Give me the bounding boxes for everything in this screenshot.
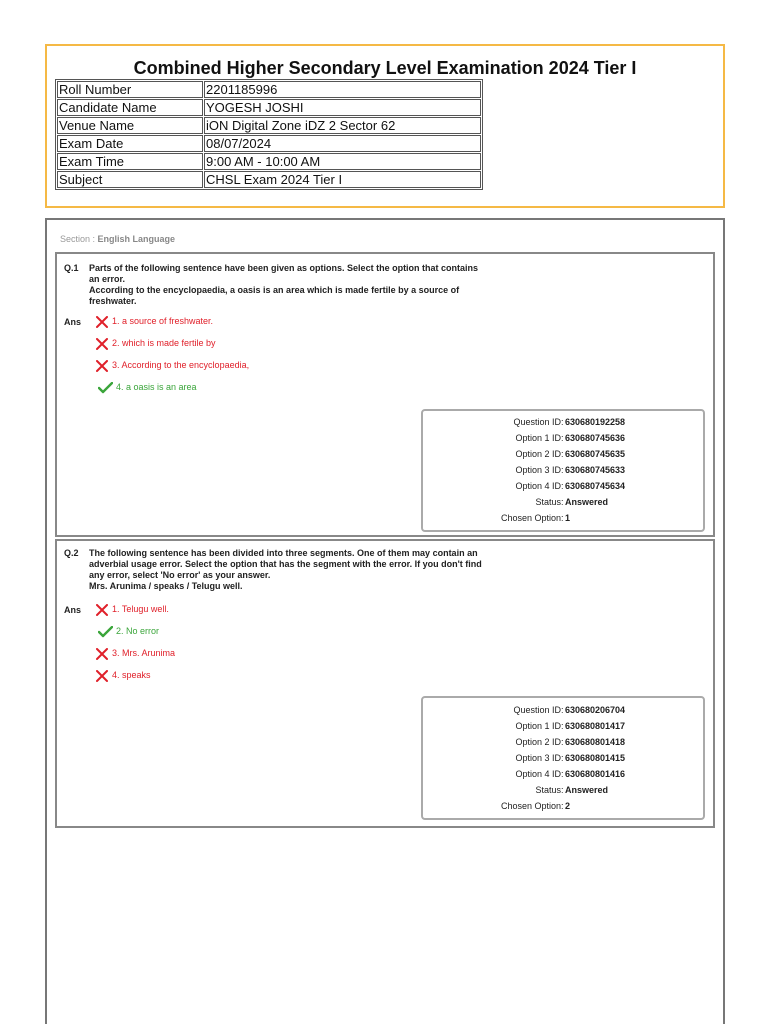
option-1 <box>96 315 213 328</box>
option-4 <box>98 381 197 394</box>
option-2 <box>96 337 216 350</box>
candidate-name-label: Candidate Name <box>57 99 203 116</box>
table-row <box>57 117 481 134</box>
exam-date-label: Exam Date <box>57 135 203 152</box>
option-2-id-label: Option 2 ID <box>515 449 561 459</box>
question-number: Q.2 <box>64 548 79 558</box>
question-panel-1 <box>55 252 715 537</box>
question-id-value: 630680192258 <box>565 417 626 427</box>
option-label: 4. speaks <box>112 670 151 680</box>
question-text-line: adverbial usage error. Select the option that has the segment with the error. If you don't find <box>89 559 482 569</box>
option-label: 3. Mrs. Arunima <box>112 648 176 658</box>
candidate-details-table <box>55 79 483 190</box>
chosen-option-label: Chosen Option <box>500 801 561 811</box>
status-label: Status <box>535 785 561 795</box>
option-2-id-value: 630680745635 <box>565 449 626 459</box>
answer-label: Ans <box>64 317 82 327</box>
question-id-value: 630680206704 <box>565 705 626 715</box>
question-text <box>89 548 529 592</box>
question-info-box: Question ID : 630680192258 Option 1 ID : 630680745636 Option 2 ID : 630680745635 Option 3 ID : 630680745633 Option 4 ID : 630680745634 Status : Answered Chosen Option : 1 <box>421 409 705 532</box>
answer-label: Ans <box>64 605 82 615</box>
option-3-id-value: 630680801415 <box>565 753 626 763</box>
option-2 <box>98 625 159 638</box>
question-text-line: Mrs. Arunima / speaks / Telugu well. <box>89 581 243 591</box>
section-label <box>60 234 175 244</box>
cross-icon <box>96 604 112 616</box>
candidate-name-value: YOGESH JOSHI <box>204 99 481 116</box>
exam-time-label: Exam Time <box>57 153 203 170</box>
option-label: 2. which is made fertile by <box>112 338 216 348</box>
option-label: 4. a oasis is an area <box>116 382 197 392</box>
question-text-line: According to the encyclopaedia, a oasis is an area which is made fertile by a source of <box>89 285 460 295</box>
table-row <box>57 135 481 152</box>
cross-icon <box>96 338 112 350</box>
check-icon <box>98 382 116 394</box>
option-1-id-label: Option 1 ID <box>515 433 561 443</box>
exam-time-value: 9:00 AM - 10:00 AM <box>204 153 481 170</box>
option-1-id-value: 630680801417 <box>565 721 626 731</box>
table-row <box>57 99 481 116</box>
venue-name-value: iON Digital Zone iDZ 2 Sector 62 <box>204 117 481 134</box>
option-1-id-value: 630680745636 <box>565 433 626 443</box>
check-icon <box>98 626 116 638</box>
question-info-box: Question ID : 630680206704 Option 1 ID : 630680801417 Option 2 ID : 630680801418 Option 3 ID : 630680801415 Option 4 ID : 630680801416 Status : Answered Chosen Option : 2 <box>421 696 705 820</box>
exam-title: Combined Higher Secondary Level Examination 2024 Tier I <box>133 58 637 78</box>
cross-icon <box>96 648 112 660</box>
subject-label: Subject <box>57 171 203 188</box>
option-4-id-value: 630680801416 <box>565 769 626 779</box>
roll-number-label: Roll Number <box>57 81 203 98</box>
question-text <box>89 263 529 307</box>
status-label: Status <box>535 497 561 507</box>
option-3 <box>96 359 249 372</box>
cross-icon <box>96 360 112 372</box>
subject-value: CHSL Exam 2024 Tier I <box>204 171 481 188</box>
option-2-id-label: Option 2 ID <box>515 737 561 747</box>
question-number: Q.1 <box>64 263 79 273</box>
option-4-id-label: Option 4 ID <box>515 769 561 779</box>
question-text-line: any error, select 'No error' as your answer. <box>89 570 271 580</box>
cross-icon <box>96 316 112 328</box>
table-row <box>57 81 481 98</box>
option-label: 3. According to the encyclopaedia, <box>112 360 250 370</box>
option-4-id-value: 630680745634 <box>565 481 626 491</box>
option-1 <box>96 603 169 616</box>
option-label: 2. No error <box>116 626 160 636</box>
question-text-line: an error. <box>89 274 126 284</box>
option-1-id-label: Option 1 ID <box>515 721 561 731</box>
option-3 <box>96 647 175 660</box>
question-id-label: Question ID <box>513 705 561 715</box>
question-panel-2 <box>55 539 715 828</box>
option-3-id-label: Option 3 ID <box>515 465 561 475</box>
option-3-id-label: Option 3 ID <box>515 753 561 763</box>
chosen-option-label: Chosen Option <box>500 513 561 523</box>
question-id-label: Question ID <box>513 417 561 427</box>
chosen-option-value: 2 <box>565 801 571 811</box>
exam-date-value: 08/07/2024 <box>204 135 481 152</box>
section-name: English Language <box>97 234 176 244</box>
table-row <box>57 171 481 188</box>
question-text-line: freshwater. <box>89 296 137 306</box>
table-row <box>57 153 481 170</box>
option-3-id-value: 630680745633 <box>565 465 626 475</box>
option-label: 1. Telugu well. <box>112 604 169 614</box>
question-text-line: The following sentence has been divided into three segments. One of them may contain an <box>89 548 478 558</box>
option-2-id-value: 630680801418 <box>565 737 626 747</box>
cross-icon <box>96 670 112 682</box>
question-text-line: Parts of the following sentence have been given as options. Select the option that contains <box>89 263 479 273</box>
option-label: 1. a source of freshwater. <box>112 316 214 326</box>
option-4 <box>96 669 151 682</box>
section-prefix: Section : <box>60 234 96 244</box>
venue-name-label: Venue Name <box>57 117 203 134</box>
status-value: Answered <box>565 497 609 507</box>
status-value: Answered <box>565 785 609 795</box>
chosen-option-value: 1 <box>565 513 571 523</box>
roll-number-value: 2201185996 <box>204 81 481 98</box>
option-4-id-label: Option 4 ID <box>515 481 561 491</box>
